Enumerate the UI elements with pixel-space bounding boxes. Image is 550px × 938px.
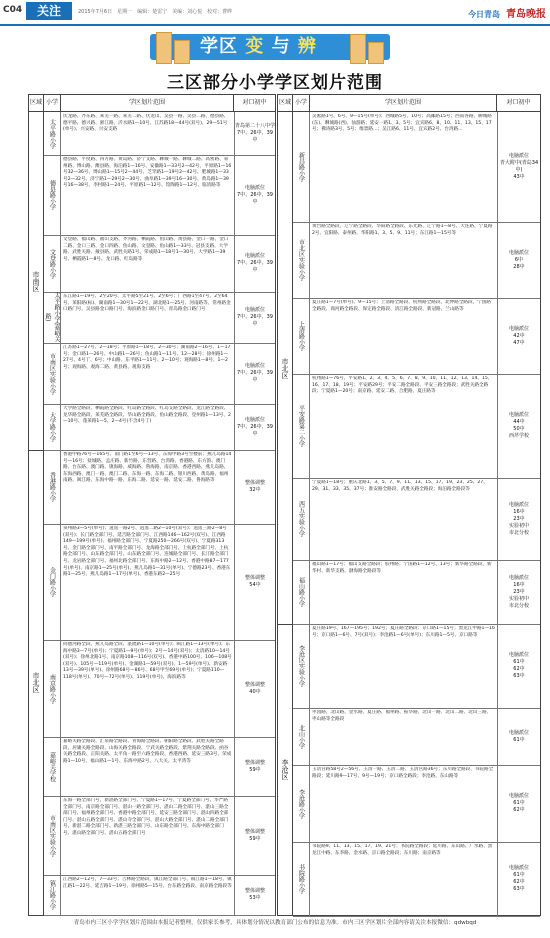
- district-range: 玉清宫路58号2—56号、玉清一路、玉清二路、玉清宫路36号；东川路全路段、书院路全路段；延川路9—17号、9号—19号；京口路全路段；李沧路、东山路等: [312, 767, 494, 779]
- section-label: 关注: [26, 2, 72, 20]
- banner-word-2: 变: [245, 36, 265, 57]
- header-school: 小学: [44, 95, 61, 111]
- topic-banner: [150, 28, 390, 66]
- table-row: [293, 374, 540, 479]
- table-row: [44, 343, 275, 405]
- middle-school: 电脑派位 42中 47中: [497, 298, 540, 374]
- district-range: 夏庄路1—7号(单号)、9—15号；上清路全路段、杭州路全路段、北仲路全路段、宁国路全路段、商河路全路段、保定路全路段、清江路全路段、新冠路、兰山路等: [312, 300, 491, 312]
- school-name: 太平路小学(嘉峪关路): [44, 292, 60, 343]
- header-district: 区域: [278, 95, 293, 111]
- district-range: 黄台路全路段、辽宁路全路段、华阳路全路段、东光路、辽宁路1—8号、大连路、宁夏路2号、宜阳路、泰州路、华阳路1、3、5、9、11号；东江路1—15号等: [312, 224, 493, 236]
- district-range: 嘉峪关路全路段、汇泉路全路段、青海路全路段、朝阳路全路段、武胜关路全路段、居庸关路全路段、山海关路全路段、宁武关路全路段、紫荆关路全路段、函谷关路全路段、正阳关路、太平角一路至六路全路段、香港西路、延安三路3号、荣成路1—10号、福山路1—1号、东海中路2号、八大关、太平湾等: [63, 739, 232, 764]
- table-row: [44, 796, 275, 876]
- table-right: [277, 94, 541, 916]
- middle-school: 电脑派位 44中 50中 西芹学校: [497, 374, 540, 478]
- header-range: 学区划片范围: [61, 95, 234, 111]
- middle-school: 电脑派位 7中、26中、39中: [234, 292, 275, 343]
- article-title: 三区部分小学学区划片范围: [167, 73, 383, 93]
- district-range: 福山路1—17号；福山支路全路段；胶州路；宁国路1—12号、13号；新华路全路段、新华村、新华支路、渤海路全路段等: [312, 562, 492, 574]
- building-illustration: [350, 34, 366, 64]
- table-row: [293, 112, 540, 223]
- middle-school: 整体调整 59中: [234, 737, 275, 796]
- header-middle: 对口初中: [242, 99, 267, 106]
- table-header: [29, 95, 275, 112]
- school-name: 西五实验小学: [293, 478, 310, 560]
- paper-brand: 青岛晚报: [506, 9, 546, 20]
- table-row: [293, 222, 540, 299]
- middle-school: 青岛第二十八中学 7中、26中、39中: [234, 112, 275, 155]
- school-name: 新昌路小学: [293, 112, 310, 222]
- middle-school: 电脑派位 6中 28中: [497, 222, 540, 298]
- table-row: [293, 842, 540, 917]
- table-row: [44, 235, 275, 293]
- district-label: 市北区: [29, 450, 44, 915]
- table-row: [44, 524, 275, 641]
- district-range: 杭州路1—76号、平安路1、2、3、4、5、6、7、8、9、10、11、12、13、14、15、16、17、18、19号；平安路29号；平安二路全路段、平安三路全路段；武胜关路全路段；宁夏路1—20号；南京路、延安二路、合肥路、夏庄路等: [312, 376, 493, 395]
- school-name: 镇江路小学: [44, 875, 61, 915]
- middle-school: 电脑派位 61中 62中 63中: [497, 842, 540, 916]
- district-range: 江苏路1—27号、2—18号；平原路1—18号、2—30号；湖南路2—16号、1—17号；金口路1—26号、中山路1—26号；鱼山路1—11号、12—28号；徐州路1—27号、4号丁、6号；中山路、东平路1—11号、2—10号；观海路1—8号、1—2号；观海路、观海二路、黄县路、观海支路: [63, 345, 231, 370]
- table-row: [293, 298, 540, 375]
- district-range: 泉州路3—5号(单号)；逍遥一路2号、逍遥二路2—10号(双号)；逍遥三路2—8号(双号)；长门路全部门号、延吉路全部门号、江西路146—162号(双号)、江西路149—199号(单号)、福州路全部门号、宁夏路250—266号(双号)、宁夏路313号、金门路全部门号、南平路全部门号、龙海路全部门号、上杭路全部门号、上杭路全部门号、山东路全部门号、山东路全部门号、连城路全部门号、长汀路全部门号、龙岩路全部门号、福州北路全部门号、东海中路2—12号、香港中路87—177号(单号)、南京路1—25号(单号)、燕儿岛路1—31号(单号)、宁德路23号、香港东路1—25号、燕儿岛路1—17号(单号)、香港东路2—25号: [63, 526, 231, 578]
- header-district: 区域: [29, 95, 44, 111]
- building-illustration: [156, 32, 172, 64]
- district-range: 东江路1—19号、2至20号、太平路5至21号、2至6号；广西路1至47号、2至64号、莱阳路(标)、湖南路1—30号1—22号、湖北路1—25号、河南路等、常州路金口路门号、吴县路金口路门号、海滨路金口路门号、青岛路金口路门号: [63, 294, 231, 313]
- table-row: [44, 450, 275, 525]
- middle-school: 电脑派位 7中、26中、39中: [234, 343, 275, 404]
- table-row: [293, 765, 540, 843]
- dateline: 2015年7月6日 星期一 编辑：楚雷宁 美编：刘心悦 校对：曹晔: [78, 9, 233, 15]
- table-left: [28, 94, 276, 916]
- district-range: 东海一路全部门号、新湛路全部门号、宁夏路1—17号、宁夏路全部门号、华严路全部门号、南京路全部门号、湛山一路全部门号、湛山二路全部门号、湛山三路全部门号、福州路全部门号、香港中路全部门号、延安三路全部门号、湛山四路全部门号、湛山五路全部门号、湛山寺全部门号、湛山大路全部门号、湛山二路全部门号、新湛二路全部门号、新湛三路全部门号、山东路全部门号、东海中路全部门号、湛山路全部门号、湛山五路全部门号: [63, 798, 229, 836]
- district-range: 文登路、福山路、福山支路、齐河路、栖霞路、鱼山路、黄县路、金口一路、金口二路、金口三路、金口四路、鱼山路、文登路、鱼山路1—33号、冠县支路、大学路、武胜关路、掖县路、武胜关路1号、荣成路1—18号1—30号、大学路1—39号、栖霞路1—8号、龙口路、红岛路等: [63, 237, 229, 262]
- table-row: [44, 112, 275, 156]
- district-range: 伏龙路、齐东路、莱芜一路、莱芜二路、伏龙山、吴县一路、吴县二路、德县路、德平路、德兴路、浙江路、沂水路1—10号、江苏路18—44号(双号)、29—51号(单号)、兴安路、兴安支路: [63, 114, 229, 133]
- district-range: 宁夏路1—18号；重庆北路1、3、5、7、9、11、13、15、17、19、23、25、27、29、31、33、35、37号；淮安路全路段、武胜关路全路段；海泊路全路段等: [312, 480, 488, 492]
- district-label: 李沧区: [278, 624, 293, 915]
- table-row: [44, 404, 275, 451]
- middle-school: 整体调整 40中: [234, 640, 275, 737]
- district-range: 枣园路、北山路、金水路、夏庄路、福州路、振华路、北山一路、北山二路、北山三路、枣山路等全路段: [312, 710, 492, 722]
- paper-masthead: [468, 5, 546, 20]
- table-header: [278, 95, 540, 112]
- table-row: [44, 640, 275, 738]
- school-name: 李沧区实验小学: [293, 624, 310, 708]
- school-name: 德县路小学: [44, 155, 61, 235]
- school-name: 市南区实验小学: [44, 343, 61, 404]
- header-middle: 对口初中: [506, 99, 531, 106]
- building-illustration: [368, 42, 384, 64]
- school-name: 嘉峪关学校: [44, 737, 61, 796]
- table-row: [293, 624, 540, 709]
- table-row: [44, 737, 275, 797]
- school-name: 市北区实验小学: [293, 222, 310, 298]
- middle-school: 电脑派位 7中、26中、39中: [234, 235, 275, 292]
- table-row: [44, 875, 275, 916]
- banner-word-3: 与: [271, 36, 291, 57]
- table-row: [293, 708, 540, 766]
- district-range: 同德河路全段、燕儿岛路全段、湛流路1—10号(单号)；闽江路1—13号(单号)；东海中路3—7号(单号)；宁夏路1—9号(单号)；2号—14号(双号)；太清路10—14号(双号)；徐州北路1号、南京路108—116号(双号)、香港中路100号、106—108号(双号)、105号—119号(单号)、金湖路1—59号(双号)、1—59号(单号)、新安路13号—39号(单号)、徐州路68号—86号、68号甲至69号(单号)；宁夏路110—118号(单号)、70号—72号(单号)、119号(单号)、海滨路等: [63, 642, 232, 680]
- middle-school: 电脑派位 61中: [497, 708, 540, 765]
- school-name: 太平路小学: [44, 112, 61, 155]
- header-range: 学区划片范围: [310, 95, 497, 111]
- school-name: 大学路小学: [44, 404, 61, 450]
- middle-school: 电脑派位 61中 62中: [497, 765, 540, 842]
- school-name: 香港路小学: [44, 450, 61, 524]
- district-range: 吴淞路1号、6号、9—15号(单号)；西城路5号、10号；高邮路15号；西南各路、聊城路(东)、聊城路(西)、仙游路；延安一路1、3、5号；宜宾路6、8、10、11、13、15、17号；佛涛路3号、5号；维景路…；吴江路6、11号、宜宾路2号、台湾路…: [312, 114, 492, 133]
- table-row: [44, 292, 275, 344]
- header-school: 小学: [293, 95, 310, 111]
- banner-word-1: 学区: [200, 36, 238, 57]
- school-name: 上清路小学: [293, 298, 310, 374]
- paper-name: 今日青岛: [468, 10, 500, 19]
- table-row: [293, 560, 540, 625]
- school-name: 金门路小学: [44, 524, 61, 640]
- page-number: C04: [3, 5, 23, 15]
- school-name: 平安路第二小学: [293, 374, 310, 478]
- middle-school: 整体调整 53中: [234, 875, 275, 915]
- school-name: 南京路小学: [44, 640, 61, 737]
- district-label: 市南区: [29, 112, 44, 451]
- page-header: [0, 0, 550, 26]
- building-illustration: [174, 40, 190, 64]
- district-label: 市北区: [278, 112, 293, 625]
- table-row: [44, 155, 275, 236]
- footer-note: 青岛市内三区小学学区划片范围由本报记者整理，仅供家长参考，具体划分情况以教育部门公布的信息为准。市内三区学区划片全部内容请关注本报微信：qdwbqd: [73, 920, 477, 926]
- middle-school: 电脑派位 7中、26中、39中: [234, 404, 275, 450]
- district-range: 香港中路76号—165号、南门路1至6号—13号、东海中路3号至楼前；燕儿岛路14号—16号；盐城路、孟庄路、新竹路、东营路、台湾路、香港路、东方韵、澳门路、台东路、澳门路、镇海路、威海路、鲁海路、南京路、香港西路、燕儿岛路、东海西路、澳门一路、澳门二路、东海一路、东海二路、银川西路、黄岛路、福州南路、闽江路、东海中路一路、东海二路、延安一路、延安二路、鲁海路等: [63, 452, 232, 484]
- banner-word-4: 辨: [297, 36, 317, 57]
- school-name: 文登路小学: [44, 235, 61, 292]
- middle-school: 整体调整 54中: [234, 524, 275, 640]
- school-name: 福山路小学: [293, 560, 310, 624]
- school-name: 书院路小学: [293, 842, 310, 916]
- district-range: 大学路全路段、栖霞路全路段、红岛路全路段、红岛支路全路段、龙江路全路段、龙华路全路段、莱芜路全路段、华山路全路段、鱼山路全路段、登州路1—13号、2—10号、蓬莱路1—5、2—4号(不含4号丁): [63, 406, 231, 425]
- middle-school: 整体调整 59中: [234, 796, 275, 875]
- table-row: [293, 478, 540, 561]
- banner-text: [200, 32, 317, 58]
- middle-school: 电脑派位 16中 23中 实验初中 市北分校: [497, 560, 540, 624]
- middle-school: 电脑派位 61中 62中 63中: [497, 624, 540, 708]
- school-name: 市南区实验小学: [44, 796, 61, 875]
- middle-school: 电脑派位 16中 23中 实验初中 市北分校: [497, 478, 540, 560]
- middle-school: 电脑派位 7中、26中、39中: [234, 155, 275, 235]
- district-range: 江西路2—12号，7—33号；吉林路全路段、镇江路全部门号、镇江路1—18号、镇江路1—22号、延吉路1—19号、徐州路5—15号、台东路全路段、南京路全路段等: [63, 877, 232, 889]
- school-name: 李沧路小学: [293, 765, 310, 842]
- district-range: 德县路、平度路、四方路、黄岛路、济宁支路、聊城一路、聊城二路、高密路、易州路、博山路、潍县路、海泊路1—16号、安徽路1—33号2—42号、平原路1—16号32—36号、博山路1—15号2—44号、芝罘路1—19号2—42号、肥城路1—33号2—32号、济宁路1—29号2—30号、曲阜路1—39号16—30号、黄岛路1—39号16—38号、李村路1—24号、平原路1—12号、馆陶路1—12号、临清路等: [63, 157, 232, 189]
- school-name: 北山小学: [293, 708, 310, 765]
- middle-school: 整体调整 32中: [234, 450, 275, 524]
- district-range: 夏庄路19号、167—195号；192号；夏庄路全路段；京口路1—15号；黑龙江中路1—16号；京口路1—6号、7号(双号)；李沧路1—6号(单号)；东川路1—5号、京口路等: [312, 626, 495, 638]
- middle-school: 电脑派位 青大附中(青岛34中) 43中: [497, 112, 540, 222]
- district-range: 书院路9、11、13、15、17、19、21号；书院路全路段；延川路、东山路、广水路、黑龙江中路、东李路、金水路、京口路全路段；东川路；南京路等: [312, 844, 493, 856]
